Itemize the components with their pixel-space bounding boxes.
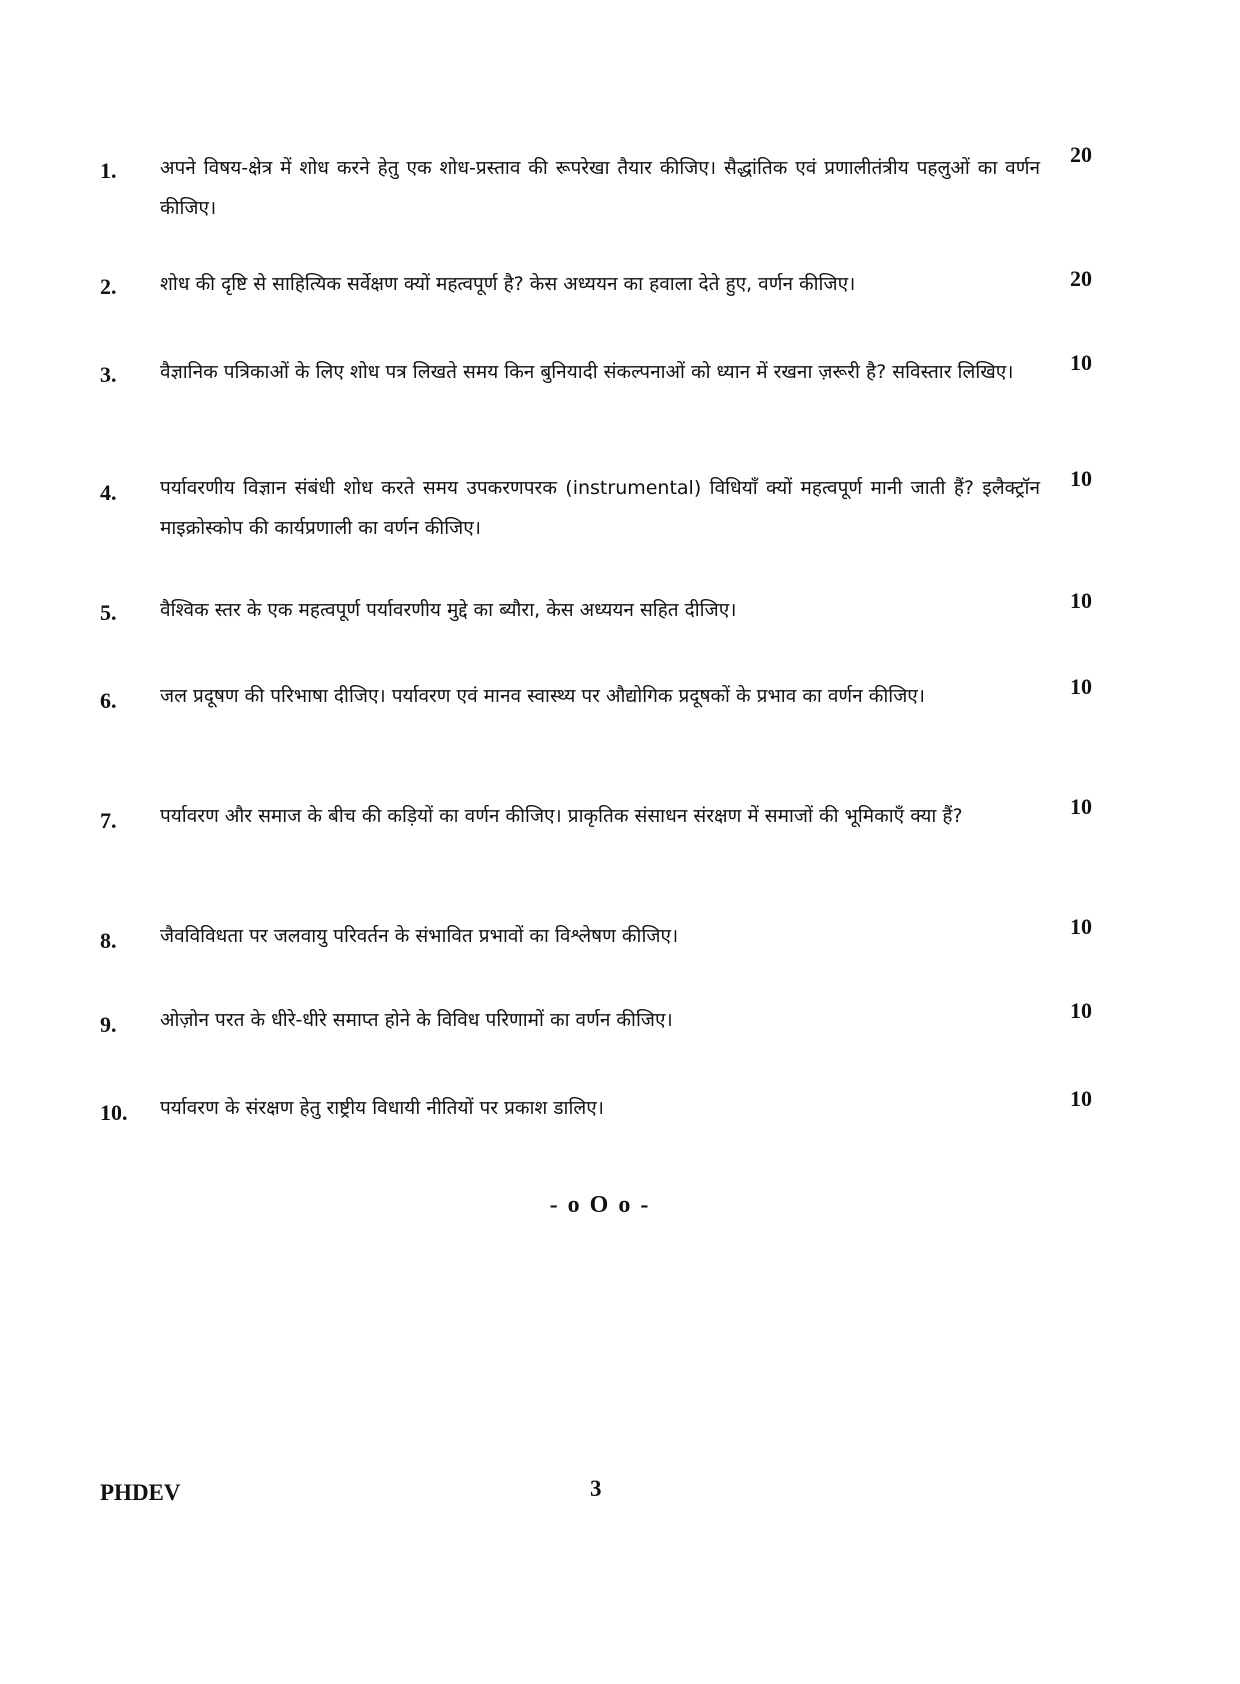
question-number: 6. bbox=[100, 688, 117, 713]
question-text: ओज़ोन परत के धीरे-धीरे समाप्त होने के विविध परिणामों का वर्णन कीजिए। bbox=[160, 1009, 673, 1031]
end-of-paper-mark: - o O o - bbox=[549, 1192, 651, 1218]
question-number: 7. bbox=[100, 808, 117, 833]
paper-code: PHDEV bbox=[100, 1480, 181, 1505]
question-text: जल प्रदूषण की परिभाषा दीजिए। पर्यावरण एवं मानव स्वास्थ्य पर औद्योगिक प्रदूषकों के प्रभाव का वर्णन कीजिए। bbox=[160, 685, 925, 707]
question-marks: 10 bbox=[1070, 794, 1092, 819]
question-marks: 10 bbox=[1070, 588, 1092, 613]
question-number: 9. bbox=[100, 1012, 117, 1037]
question-text: पर्यावरण और समाज के बीच की कड़ियों का वर्णन कीजिए। प्राकृतिक संसाधन संरक्षण में समाजों की भूमिकाएँ क्या हैं? bbox=[160, 805, 963, 827]
question-number: 10. bbox=[100, 1100, 128, 1125]
question-text: शोध की दृष्टि से साहित्यिक सर्वेक्षण क्यों महत्वपूर्ण है? केस अध्ययन का हवाला देते हुए, वर्णन कीजिए। bbox=[160, 273, 856, 295]
question-text: अपने विषय-क्षेत्र में शोध करने हेतु एक शोध-प्रस्ताव की रूपरेखा तैयार कीजिए। सैद्धांतिक एवं प्रणालीतंत्रीय पहलुओं का वर्णन कीजिए। bbox=[160, 157, 1040, 219]
question-number: 4. bbox=[100, 480, 117, 505]
question-marks: 10 bbox=[1070, 466, 1092, 491]
question-marks: 10 bbox=[1070, 998, 1092, 1023]
question-text: जैवविविधता पर जलवायु परिवर्तन के संभावित प्रभावों का विश्लेषण कीजिए। bbox=[160, 925, 679, 947]
question-text: वैश्विक स्तर के एक महत्वपूर्ण पर्यावरणीय मुद्दे का ब्यौरा, केस अध्ययन सहित दीजिए। bbox=[160, 599, 737, 621]
question-number: 3. bbox=[100, 362, 117, 387]
question-number: 2. bbox=[100, 274, 117, 299]
question-number: 8. bbox=[100, 928, 117, 953]
question-marks: 10 bbox=[1070, 350, 1092, 375]
question-marks: 10 bbox=[1070, 914, 1092, 939]
page-number: 3 bbox=[590, 1476, 602, 1501]
question-marks: 10 bbox=[1070, 1086, 1092, 1111]
question-marks: 10 bbox=[1070, 674, 1092, 699]
question-marks: 20 bbox=[1070, 142, 1092, 167]
question-number: 5. bbox=[100, 600, 117, 625]
question-text: पर्यावरणीय विज्ञान संबंधी शोध करते समय उपकरणपरक (instrumental) विधियाँ क्यों महत्वपूर्ण मानी जाती हैं? इलैक्ट्रॉन माइक्रोस्कोप की कार्यप्रणाली का वर्णन कीजिए। bbox=[160, 477, 1040, 539]
question-marks: 20 bbox=[1070, 266, 1092, 291]
question-text: पर्यावरण के संरक्षण हेतु राष्ट्रीय विधायी नीतियों पर प्रकाश डालिए। bbox=[160, 1097, 604, 1119]
question-number: 1. bbox=[100, 158, 117, 183]
question-text: वैज्ञानिक पत्रिकाओं के लिए शोध पत्र लिखते समय किन बुनियादी संकल्पनाओं को ध्यान में रखना ज़रूरी है? सविस्तार लिखिए। bbox=[160, 361, 1014, 383]
